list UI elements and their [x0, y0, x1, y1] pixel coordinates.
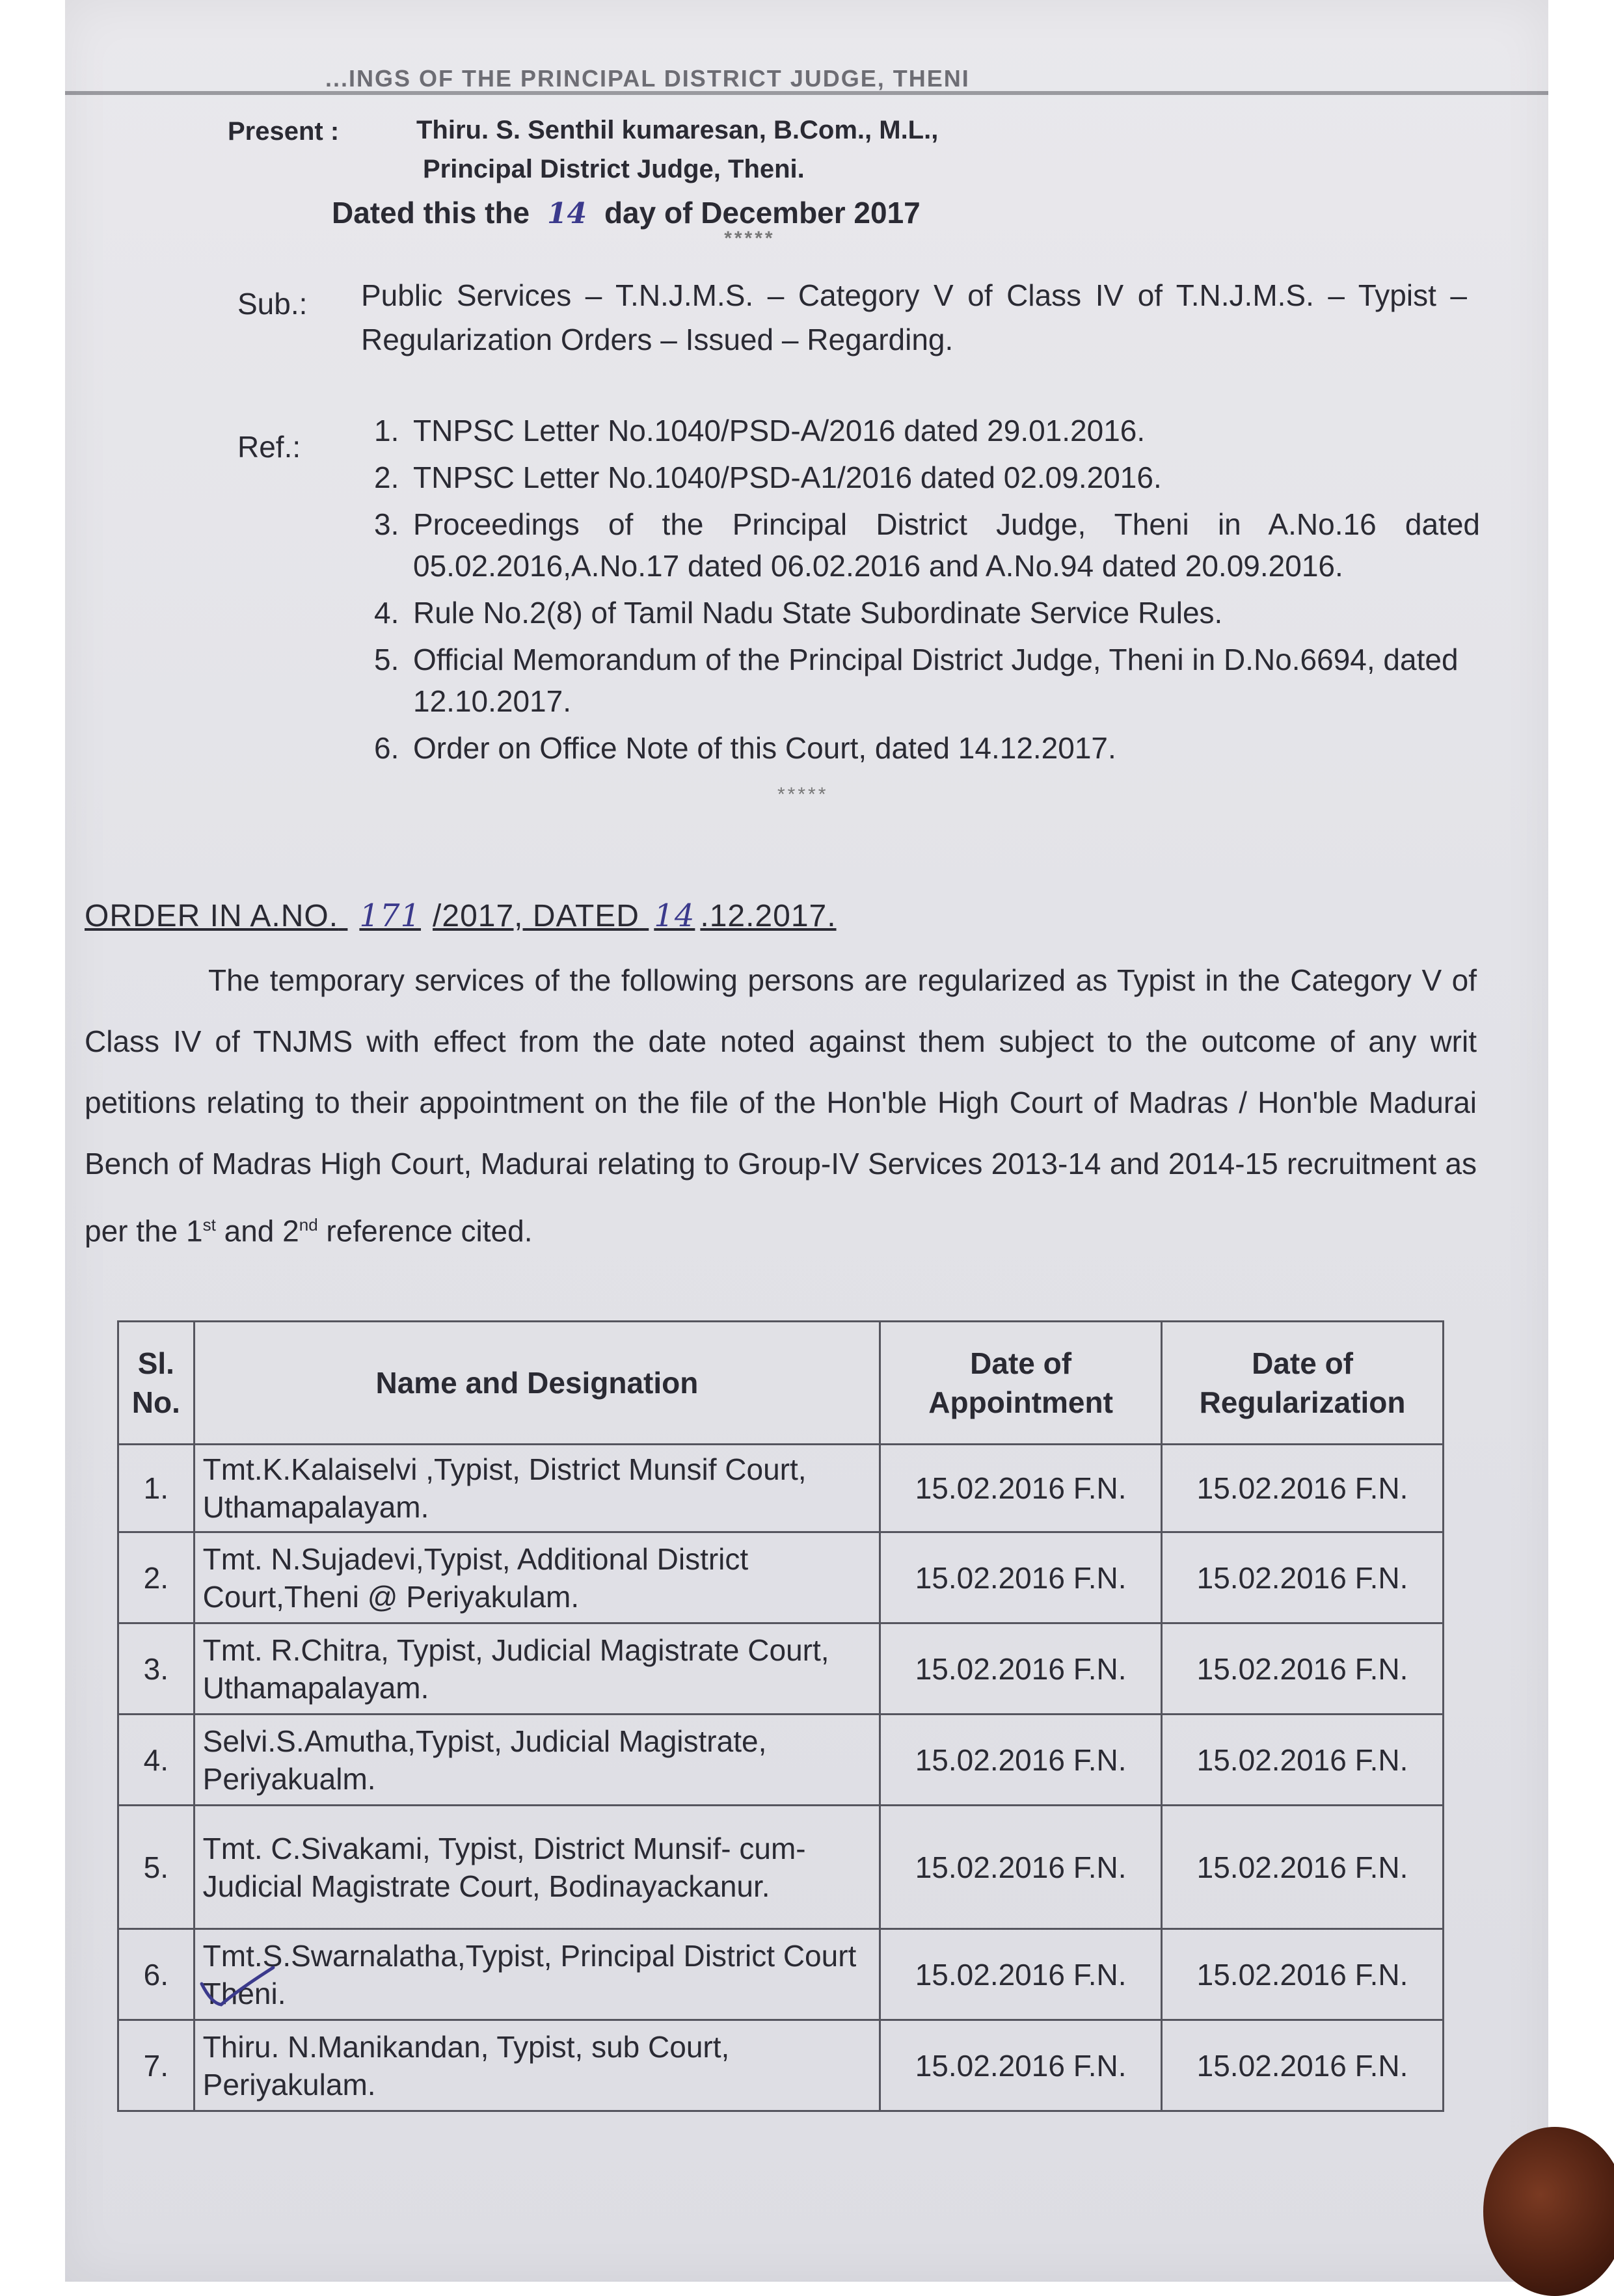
order-body-ref1: 1 — [186, 1214, 203, 1248]
reference-text: Order on Office Note of this Court, dated 14.12.2017. — [413, 731, 1116, 765]
cell-sl: 6. — [118, 1929, 195, 2020]
handwritten-tick-icon — [198, 1964, 276, 2010]
header-name-designation: Name and Designation — [194, 1322, 880, 1445]
reference-stars: ***** — [777, 784, 829, 805]
cell-appointment: 15.02.2016 F.N. — [880, 1532, 1162, 1623]
present-text — [416, 111, 938, 189]
table-row — [118, 1532, 1444, 1623]
reference-text: Official Memorandum of the Principal District Judge, Theni in D.No.6694, dated 12.10.2017. — [413, 643, 1459, 718]
header-sl-no: Sl. No. — [118, 1322, 195, 1445]
table-row — [118, 1806, 1444, 1929]
dated-day-handwritten: 14 — [546, 197, 587, 230]
cell-sl: 7. — [118, 2020, 195, 2111]
order-title-suffix: .12.2017. — [700, 899, 837, 933]
cell-appointment: 15.02.2016 F.N. — [880, 2020, 1162, 2111]
order-title-prefix: ORDER IN A.NO. — [85, 899, 339, 933]
cell-name: Tmt.K.Kalaiselvi ,Typist, District Munsif Court, Uthamapalayam. — [194, 1445, 880, 1532]
reference-number: 1. — [374, 414, 399, 447]
cell-name: Tmt. R.Chitra, Typist, Judicial Magistrate Court, Uthamapalayam. — [194, 1623, 880, 1715]
reference-text: TNPSC Letter No.1040/PSD-A/2016 dated 29.01.2016. — [413, 414, 1146, 447]
order-body-text: The temporary services of the following persons are regularized as Typist in the Category V of Class IV of TNJMS with effect from the date noted against them subject to the outcome of any writ petitions relating to their appointment on the file of the Hon'ble High Court of Madras / Hon'ble Madurai Bench of Madras High Court, Madurai relating to Group-IV Services 2013-14 and 2014-15 recruitment as per the — [85, 963, 1477, 1248]
cell-appointment: 15.02.2016 F.N. — [880, 1929, 1162, 2020]
order-body-sup1: st — [202, 1215, 216, 1235]
table-row — [118, 1715, 1444, 1806]
subject-label: Sub.: — [237, 287, 308, 321]
reference-item — [374, 457, 1480, 498]
cell-sl: 5. — [118, 1806, 195, 1929]
order-number-handwritten: 171 — [359, 898, 422, 934]
reference-item — [374, 410, 1480, 451]
reference-item — [374, 639, 1480, 722]
cell-regularization: 15.02.2016 F.N. — [1162, 1929, 1444, 2020]
reference-number: 3. — [374, 507, 399, 541]
cell-appointment: 15.02.2016 F.N. — [880, 1715, 1162, 1806]
reference-item — [374, 503, 1480, 587]
cell-regularization: 15.02.2016 F.N. — [1162, 1445, 1444, 1532]
reference-text: Proceedings of the Principal District Judge, Theni in A.No.16 dated 05.02.2016,A.No.17 dated 06.02.2016 and A.No.94 dated 20.09.2016. — [413, 507, 1480, 583]
cell-name: Selvi.S.Amutha,Typist, Judicial Magistrate, Periyakualm. — [194, 1715, 880, 1806]
reference-item — [374, 727, 1480, 769]
subject-text: Public Services – T.N.J.M.S. – Category V of Class IV of T.N.J.M.S. – Typist – Regularization Orders – Issued – Regarding. — [361, 278, 1467, 356]
cell-regularization: 15.02.2016 F.N. — [1162, 2020, 1444, 2111]
order-body — [85, 950, 1477, 1261]
header-date-regularization: Date of Regularization — [1162, 1322, 1444, 1445]
cell-name: Thiru. N.Manikandan, Typist, sub Court, Periyakulam. — [194, 2020, 880, 2111]
dated-line — [332, 195, 921, 250]
present-judge-designation: Principal District Judge, Theni. — [423, 155, 805, 183]
table-header-row — [118, 1322, 1444, 1445]
dated-prefix: Dated this the — [332, 196, 530, 230]
order-title-mid: /2017, DATED — [433, 899, 639, 933]
reference-number: 6. — [374, 731, 399, 765]
reference-number: 2. — [374, 461, 399, 494]
reference-number: 5. — [374, 643, 399, 676]
cell-appointment: 15.02.2016 F.N. — [880, 1623, 1162, 1715]
order-body-ref2: and 2 — [215, 1214, 299, 1248]
table-row — [118, 1623, 1444, 1715]
cell-name: Tmt.S.Swarnalatha,Typist, Principal District Court Theni. — [194, 1929, 880, 2020]
reference-number: 4. — [374, 596, 399, 630]
table-row — [118, 2020, 1444, 2111]
header-stars: ***** — [724, 228, 775, 249]
cell-regularization: 15.02.2016 F.N. — [1162, 1532, 1444, 1623]
cell-appointment: 15.02.2016 F.N. — [880, 1806, 1162, 1929]
cell-sl: 3. — [118, 1623, 195, 1715]
document-page — [65, 0, 1548, 2282]
cell-regularization: 15.02.2016 F.N. — [1162, 1715, 1444, 1806]
reference-item — [374, 592, 1480, 634]
cell-sl: 1. — [118, 1445, 195, 1532]
cell-sl: 4. — [118, 1715, 195, 1806]
header-date-appointment: Date of Appointment — [880, 1322, 1162, 1445]
order-day-handwritten: 14 — [654, 898, 695, 934]
table-row — [118, 1929, 1444, 2020]
cell-name: Tmt. N.Sujadevi,Typist, Additional District Court,Theni @ Periyakulam. — [194, 1532, 880, 1623]
reference-text: TNPSC Letter No.1040/PSD-A1/2016 dated 02.09.2016. — [413, 461, 1162, 494]
reference-list — [374, 410, 1480, 821]
table-row — [118, 1445, 1444, 1532]
cell-appointment: 15.02.2016 F.N. — [880, 1445, 1162, 1532]
order-body-end: reference cited. — [317, 1214, 533, 1248]
cell-regularization: 15.02.2016 F.N. — [1162, 1623, 1444, 1715]
reference-text: Rule No.2(8) of Tamil Nadu State Subordinate Service Rules. — [413, 596, 1223, 630]
order-body-sup2: nd — [299, 1215, 318, 1235]
proceedings-title: ...INGS OF THE PRINCIPAL DISTRICT JUDGE, THENI — [325, 65, 970, 92]
present-label: Present : — [228, 117, 340, 146]
reference-stars-row — [374, 774, 1480, 816]
reference-label: Ref.: — [237, 430, 301, 464]
cell-sl: 2. — [118, 1532, 195, 1623]
present-judge-name: Thiru. S. Senthil kumaresan, B.Com., M.L., — [416, 116, 939, 144]
cell-regularization: 15.02.2016 F.N. — [1162, 1806, 1444, 1929]
dated-suffix: day of December 2017 — [604, 196, 921, 230]
cell-name: Tmt. C.Sivakami, Typist, District Munsif- cum-Judicial Magistrate Court, Bodinayackanur. — [194, 1806, 880, 1929]
regularization-table — [117, 1320, 1444, 2112]
order-title — [85, 898, 837, 934]
